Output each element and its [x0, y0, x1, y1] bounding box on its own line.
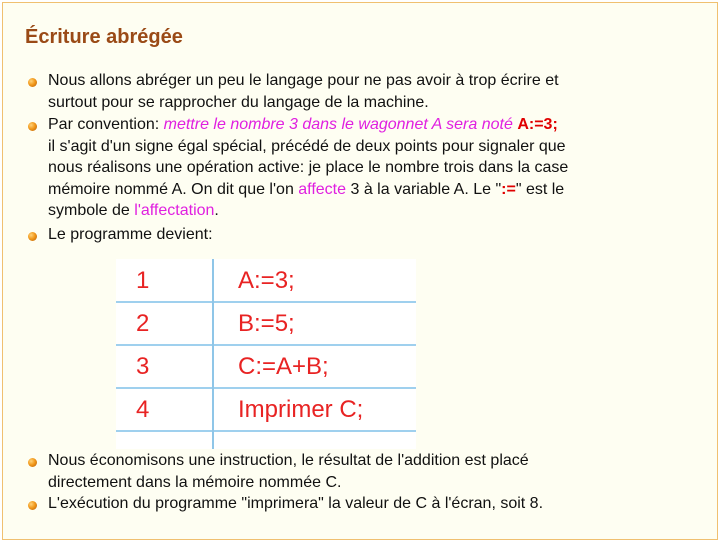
table-row	[116, 345, 416, 389]
line-number: 2	[136, 310, 150, 337]
paragraph-economy	[48, 450, 688, 493]
text-line: surtout pour se rapprocher du langage de la machine.	[48, 93, 429, 111]
bullet-icon	[28, 122, 37, 131]
text-line	[48, 200, 688, 222]
table-row	[116, 388, 416, 432]
text-span: 3 à la variable A. Le "	[346, 180, 502, 198]
page-title: Écriture abrégée	[25, 26, 183, 48]
highlight-term: affecte	[298, 180, 347, 198]
text-span: " est le	[515, 180, 565, 198]
highlight-italic: mettre le nombre 3 dans le wagonnet A sera noté	[163, 116, 518, 133]
bullet-icon	[28, 232, 37, 241]
code-line: Imprimer C;	[238, 396, 364, 423]
text-line: il s'agit d'un signe égal spécial, précédé de deux points pour signaler que	[48, 137, 566, 155]
text-line: directement dans la mémoire nommée C.	[48, 473, 342, 491]
code-line: C:=A+B;	[238, 353, 329, 380]
text-span: Par convention:	[48, 116, 164, 133]
table-row	[116, 259, 416, 303]
bullet-icon	[28, 458, 37, 467]
paragraph-convention	[48, 114, 688, 222]
bullet-icon	[28, 78, 37, 87]
program-table	[116, 259, 416, 449]
text-line	[48, 179, 688, 201]
code-inline: A:=3;	[517, 116, 558, 133]
text-span: mémoire nommé A. On dit que l'on	[48, 180, 299, 198]
table-row	[116, 302, 416, 346]
line-number: 4	[136, 396, 150, 423]
text-line: Nous allons abréger un peu le langage pour ne pas avoir à trop écrire et	[48, 72, 559, 89]
paragraph-intro	[48, 70, 688, 113]
paragraph-result: L'exécution du programme "imprimera" la valeur de C à l'écran, soit 8.	[48, 495, 544, 512]
paragraph-program: Le programme devient:	[48, 226, 213, 243]
bullet-icon	[28, 501, 37, 510]
code-inline: :=	[501, 180, 516, 198]
code-line: A:=3;	[238, 267, 295, 294]
text-span: symbole de	[48, 202, 135, 219]
code-line: B:=5;	[238, 310, 295, 337]
line-number: 3	[136, 353, 150, 380]
text-line	[48, 114, 688, 136]
highlight-term: l'affectation	[134, 202, 215, 219]
text-line: Nous économisons une instruction, le résultat de l'addition est placé	[48, 452, 529, 469]
text-span: .	[214, 202, 219, 219]
line-number: 1	[136, 267, 150, 294]
column-divider	[212, 259, 214, 449]
text-line: nous réalisons une opération active: je place le nombre trois dans la case	[48, 159, 569, 176]
